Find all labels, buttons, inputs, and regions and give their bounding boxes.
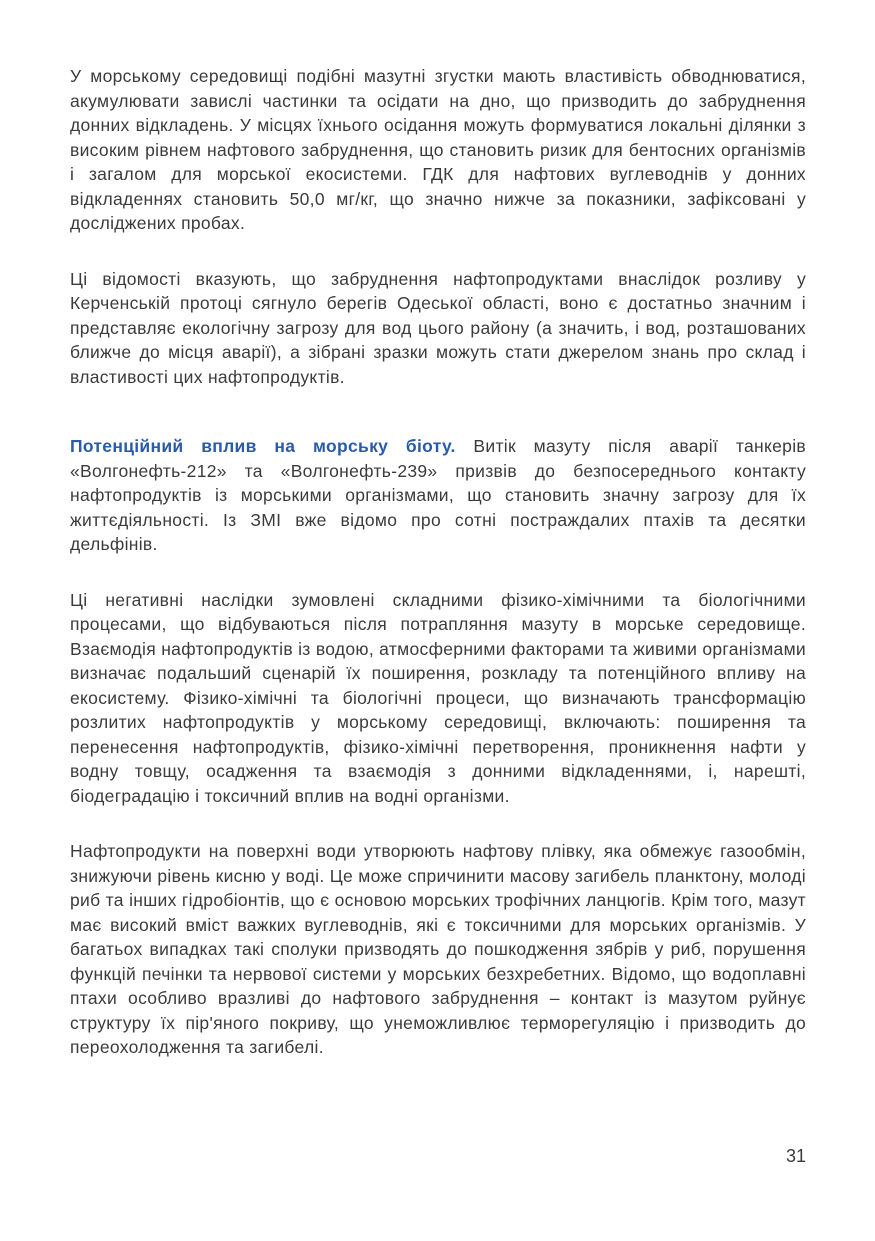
section-heading: Потенційний вплив на морську біоту.	[70, 436, 456, 456]
paragraph-marine-sediment: У морському середовищі подібні мазутні згустки мають властивість обводнюватися, акумулювати завислі частинки та осідати на дно, що призводить до забруднення донних відкладень. У місцях їхнього осідання можуть формуватися локальні ділянки з високим рівнем нафтового забруднення, що становить ризик для бентосних організмів і загалом для морської екосистеми. ГДК для нафтових вуглеводнів у донних відкладеннях становить 50,0 мг/кг, що значно нижче за показники, зафіксовані у досліджених пробах.	[70, 66, 806, 233]
paragraph-pollution-evidence: Ці відомості вказують, що забруднення нафтопродуктами внаслідок розливу у Керченській протоці сягнуло берегів Одеської області, воно є достатньо значним і представляє екологічну загрозу для вод цього району (а значить, і вод, розташованих ближче до місця аварії), а зібрані зразки можуть стати джерелом знань про склад і властивості цих нафтопродуктів.	[70, 268, 806, 387]
text-column	[70, 64, 806, 1091]
paragraph-text: Витік мазуту після аварії танкерів «Волгонефть-212» та «Волгонефть-239» призвів до безпосереднього контакту нафтопродуктів із морськими організмами, що становить значну загрозу для їх життєдіяльності. Із ЗМІ вже відомо про сотні постраждалих птахів та десятки дельфінів.	[70, 436, 806, 554]
page-number: 31	[785, 1146, 806, 1166]
paragraph-biota-impact	[70, 434, 806, 557]
paragraph-processes: Ці негативні наслідки зумовлені складними фізико-хімічними та біологічними процесами, що відбуваються після потрапляння мазуту в морське середовище. Взаємодія нафтопродуктів із водою, атмосферними факторами та живими організмами визначає подальший сценарій їх поширення, розкладу та потенційного впливу на екосистему. Фізико-хімічні та біологічні процеси, що визначають трансформацію розлитих нафтопродуктів у морському середовищі, включають: поширення та перенесення нафтопродуктів, фізико-хімічні перетворення, проникнення нафти у водну товщу, осадження та взаємодія з донними відкладеннями, і, нарешті, біодеградацію і токсичний вплив на водні організми.	[70, 589, 806, 806]
paragraph-oil-film-effects: Нафтопродукти на поверхні води утворюють нафтову плівку, яка обмежує газообмін, знижуючи рівень кисню у воді. Це може спричинити масову загибель планктону, молоді риб та інших гідробіонтів, що є основою морських трофічних ланцюгів. Крім того, мазут має високий вміст важких вуглеводнів, які є токсичними для морських організмів. У багатьох випадках такі сполуки призводять до пошкодження зябрів у риб, порушення функцій печінки та нервової системи у морських безхребетних. Відомо, що водоплавні птахи особливо вразливі до нафтового забруднення – контакт із мазутом руйнує структуру їх пір'яного покриву, що унеможливлює терморегуляцію і призводить до переохолодження та загибелі.	[70, 841, 806, 1057]
